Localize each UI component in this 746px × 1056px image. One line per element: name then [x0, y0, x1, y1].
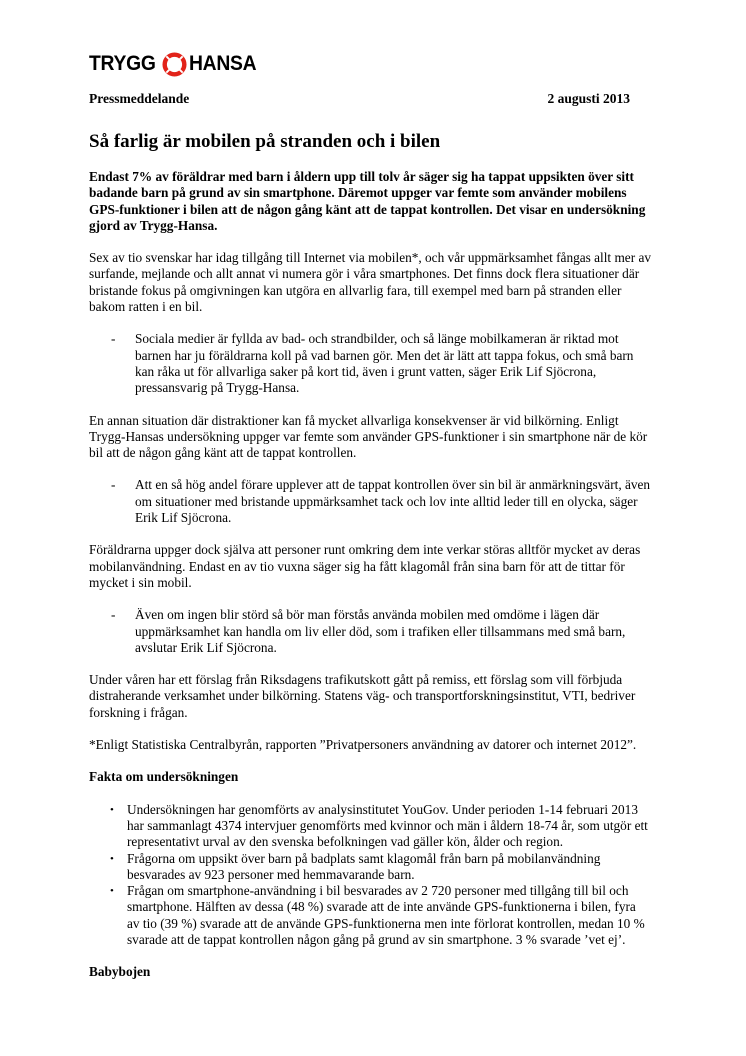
- facts-list: [89, 802, 651, 949]
- paragraph: Under våren har ett förslag från Riksdagens trafikutskott gått på remiss, ett förslag som vill förbjuda distraherande verksamhet under bilkörning. Statens väg- och transportforskningsinstitut, VTI, bedriver forskning i frågan.: [89, 672, 636, 720]
- quote-text: Att en så hög andel förare upplever att de tappat kontrollen över sin bil är anmärkningsvärt, även om situationer med bristande uppmärksamhet tack och lov inte alltid leder till en olycka, säger Erik Lif Sjöcrona.: [135, 477, 651, 526]
- lead-paragraph: Endast 7% av föräldrar med barn i åldern upp till tolv år säger sig ha tappat uppsikten över sitt badande barn på grund av sin smartphone. Däremot uppger var femte som använder mobilens GPS-funktioner i bilen att de någon gång känt att de tappat kontrollen. Det visar en undersökning gjord av Trygg-Hansa.: [89, 169, 646, 233]
- babybojen-heading: Babybojen: [89, 964, 151, 980]
- release-date: 2 augusti 2013: [547, 91, 630, 106]
- bullet-marker: •: [110, 885, 114, 898]
- trygg-hansa-logo: [89, 49, 263, 79]
- facts-heading: Fakta om undersökningen: [89, 769, 239, 785]
- dash-marker: -: [111, 331, 116, 347]
- paragraph: Föräldrarna uppger dock själva att personer runt omkring dem inte verkar störas alltför mycket av deras mobilanvändning. Endast en av tio vuxna säger sig ha fått klagomål från sina barn för att de tittar för mycket i sin mobil.: [89, 542, 641, 590]
- lifebuoy-icon: [162, 52, 187, 77]
- list-item-text: Undersökningen har genomförts av analysinstitutet YouGov. Under perioden 1-14 februari 2013 har sammanlagt 4374 intervjuer genomförts med kvinnor och män i åldern 18-74 år, som utgör ett representativt urval av den svenska befolkningen vad gäller kön, ålder och region.: [127, 801, 648, 850]
- document-header: [89, 91, 630, 107]
- quote-item: [89, 331, 651, 396]
- dash-marker: -: [111, 607, 116, 623]
- dash-marker: -: [111, 477, 116, 493]
- document-title: Så farlig är mobilen på stranden och i bilen: [89, 131, 441, 152]
- list-item-text: Frågan om smartphone-användning i bil besvarades av 2 720 personer med tillgång till bil och smartphone. Hälften av dessa (48 %) svarade att de inte använde GPS-funktionerna i bilen, fyra av tio (39 %) svarade att de använde GPS-funktionerna men inte förlorat kontrollen, medan 10 % svarade att de tappat kontrollen någon gång på grund av sin smartphone. 3 % svarade ’vet ej’.: [127, 883, 645, 947]
- quote-text: Även om ingen blir störd så bör man förstås använda mobilen med omdöme i lägen där uppmärksamhet kan handla om liv eller död, som i trafiken eller tillsammans med små barn, avslutar Erik Lif Sjöcrona.: [135, 607, 626, 655]
- logo-right-word: HANSA: [189, 52, 257, 75]
- quote-item: [89, 607, 651, 656]
- press-release-label: Pressmeddelande: [89, 91, 190, 106]
- paragraph: En annan situation där distraktioner kan få mycket allvarliga konsekvenser är vid bilkörning. Enligt Trygg-Hansas undersökning uppger var femte som använder GPS-funktioner i sin smartphone när de kör bil att de någon gång känt att de tappat kontrollen.: [89, 412, 648, 461]
- quote-text: Sociala medier är fyllda av bad- och strandbilder, och så länge mobilkameran är riktad mot barnen har ju föräldrarna koll på vad barnen gör. Men det är lätt att tappa fokus, och små barn kan råka ut för allvarliga saker på kort tid, även i grunt vatten, säger Erik Lif Sjöcrona, pressansvarig på Trygg-Hansa.: [135, 331, 634, 396]
- paragraph: Sex av tio svenskar har idag tillgång till Internet via mobilen*, och vår uppmärksamhet fångas allt mer av surfande, mejlande och allt annat vi numera gör i våra smartphones. Det finns dock flera situationer där bristande fokus på omgivningen kan utgöra en allvarlig fara, till exempel med barn på stranden eller bakom ratten i en bil.: [89, 250, 652, 315]
- footnote: *Enligt Statistiska Centralbyrån, rapporten ”Privatpersoners användning av datorer och internet 2012”.: [89, 737, 637, 753]
- logo-left-word: TRYGG: [89, 52, 156, 75]
- document-body: [89, 169, 651, 997]
- list-item-text: Frågorna om uppsikt över barn på badplats samt klagomål från barn på mobilanvändning besvarades av 923 personer med hemmavarande barn.: [127, 850, 601, 882]
- bullet-marker: •: [110, 803, 114, 816]
- bullet-marker: •: [110, 852, 114, 865]
- list-item: [89, 883, 651, 948]
- list-item: [89, 851, 651, 884]
- quote-item: [89, 477, 651, 526]
- list-item: [89, 802, 651, 851]
